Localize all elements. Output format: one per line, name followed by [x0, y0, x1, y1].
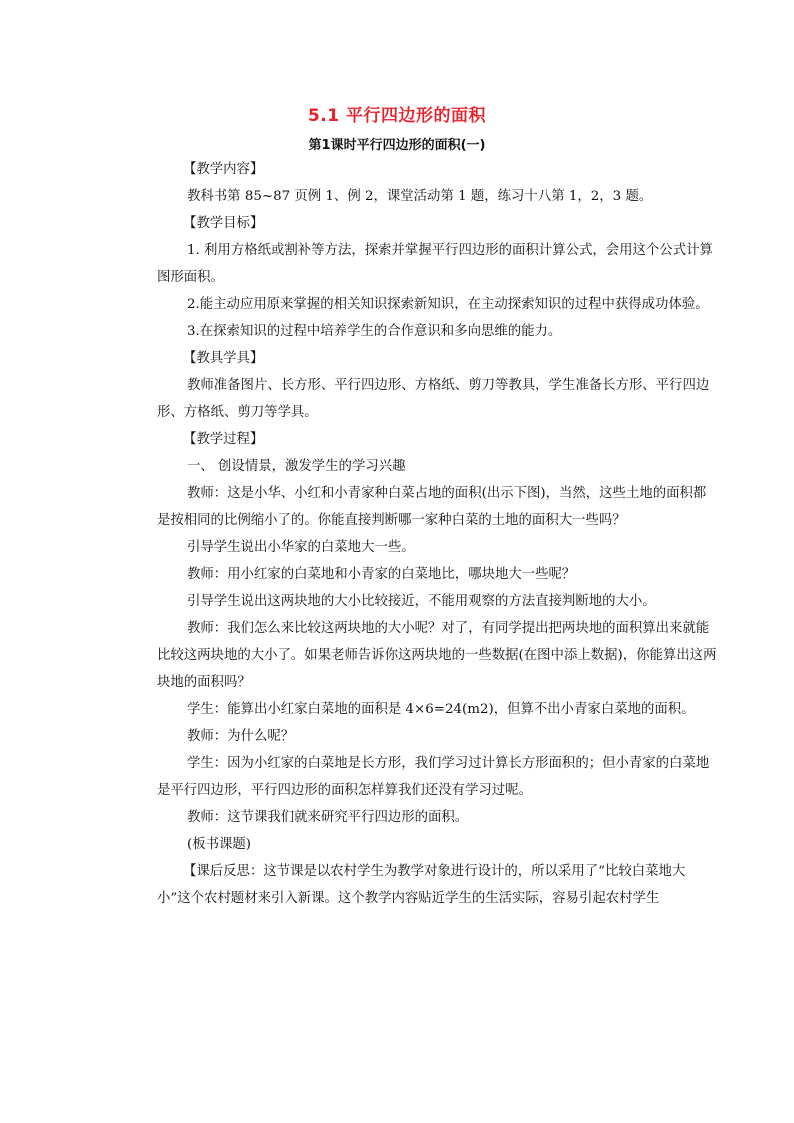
- paragraph: (板书课题): [187, 837, 252, 852]
- paragraph: 2.能主动应用原来掌握的相关知识探索新知识，在主动探索知识的过程中获得成功体验。: [187, 297, 709, 312]
- paragraph: 3.在探索知识的过程中培养学生的合作意识和多向思维的能力。: [187, 324, 562, 339]
- paragraph: 教师：这是小华、小红和小青家种白菜占地的面积(出示下图)，当然，这些土地的面积都是按相同的比例缩小了的。你能直接判断哪一家种白菜的土地的面积大一些吗？: [157, 486, 707, 528]
- document-title: 5.1 平行四边形的面积: [307, 106, 487, 126]
- paragraph: 教师：我们怎么来比较这两块地的大小呢？对了，有同学提出把两块地的面积算出来就能比较这两块地的大小了。如果老师告诉你这两块地的一些数据(在图中添上数据)，你能算出这两块地的面积吗？: [157, 621, 717, 690]
- section-heading-process: 【教学过程】: [183, 432, 264, 447]
- paragraph: 1. 利用方格纸或割补等方法，探索并掌握平行四边形的面积计算公式，会用这个公式计算图形面积。: [157, 243, 713, 285]
- document-body: [157, 156, 717, 912]
- paragraph: 一、 创设情景，激发学生的学习兴趣: [187, 459, 406, 474]
- section-heading-goals: 【教学目标】: [183, 216, 264, 231]
- paragraph: 教师：这节课我们就来研究平行四边形的面积。: [187, 810, 469, 825]
- paragraph: 教师准备图片、长方形、平行四边形、方格纸、剪刀等教具，学生准备长方形、平行四边形、方格纸、剪刀等学具。: [157, 378, 710, 420]
- paragraph: 教科书第 85~87 页例 1、例 2，课堂活动第 1 题，练习十八第 1，2，3 题。: [187, 189, 653, 204]
- section-heading-tools: 【教具学具】: [183, 351, 264, 366]
- paragraph-reflection: 【课后反思：这节课是以农村学生为教学对象进行设计的，所以采用了“比较白菜地大小”这个农村题材来引入新课。这个教学内容贴近学生的生活实际，容易引起农村学生: [157, 864, 686, 906]
- section-heading-content: 【教学内容】: [183, 162, 264, 177]
- paragraph: 引导学生说出小华家的白菜地大一些。: [187, 540, 415, 555]
- paragraph: 教师：用小红家的白菜地和小青家的白菜地比，哪块地大一些呢？: [187, 567, 576, 582]
- paragraph: 学生：能算出小红家白菜地的面积是 4×6=24(m2)，但算不出小青家白菜地的面积。: [187, 702, 695, 717]
- lesson-subtitle: 第1课时平行四边形的面积(一): [308, 138, 486, 153]
- paragraph: 教师：为什么呢？: [187, 729, 295, 744]
- paragraph: 引导学生说出这两块地的大小比较接近，不能用观察的方法直接判断地的大小。: [187, 594, 656, 609]
- paragraph: 学生：因为小红家的白菜地是长方形，我们学习过计算长方形面积的；但小青家的白菜地是平行四边形，平行四边形的面积怎样算我们还没有学习过呢。: [157, 756, 710, 798]
